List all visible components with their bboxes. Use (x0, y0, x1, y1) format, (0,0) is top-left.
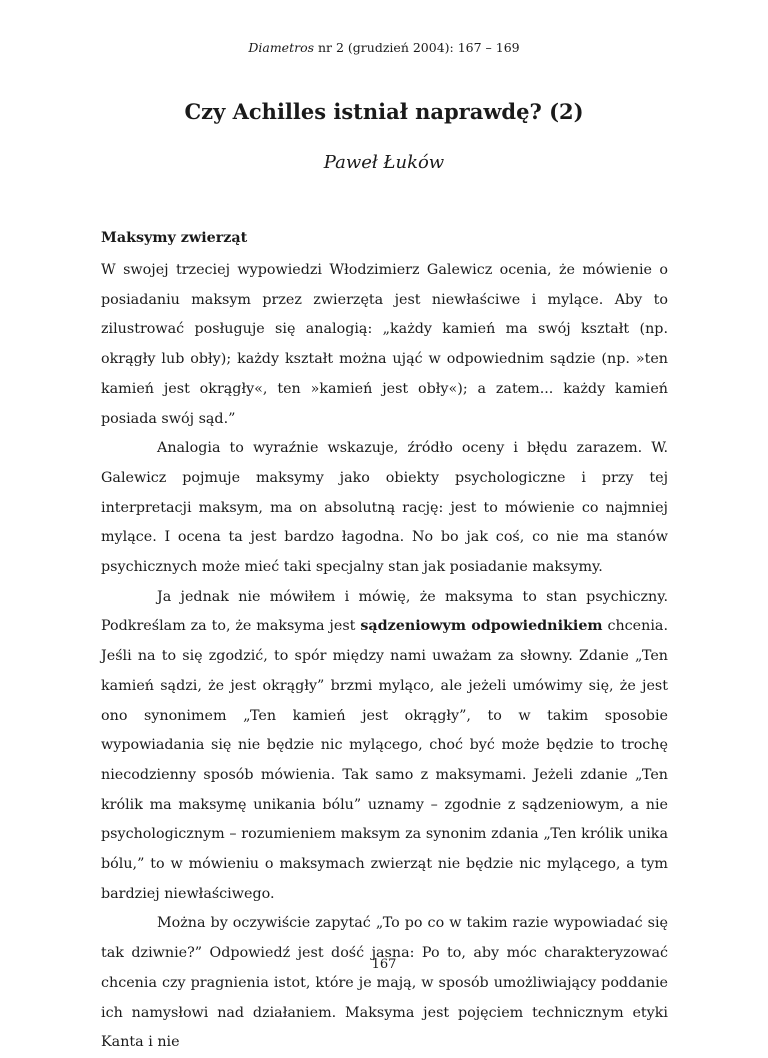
article-body (101, 225, 668, 1058)
journal-name: Diametros (248, 40, 315, 55)
page-number: 167 (371, 957, 397, 972)
emphasized-term: sądzeniowym odpowiednikiem (360, 618, 603, 635)
paragraph: Analogia to wyraźnie wskazuje, źródło oceny i błędu zarazem. W. Galewicz pojmuje maksymy jako obiekty psychologiczne i przy tej interpretacji maksym, ma on absolutną rację: jest to mówienie co najmniej mylące. I ocena ta jest bardzo łagodna. No bo jak coś, co nie ma stanów psychicznych może mieć taki specjalny stan jak posiadanie maksymy. (101, 440, 668, 576)
paragraph-text: chcenia. Jeśli na to się zgodzić, to spór między nami uważam za słowny. Zdanie „Ten kamień sądzi, że jest okrągły” brzmi myląco, ale jeżeli umówimy się, że jest ono synonimem „Ten kamień jest okrągły”, to w takim sposobie wypowiadania się nie będzie nic mylącego, choć być może będzie to trochę niecodzienny sposób mówienia. Tak samo z maksymami. Jeżeli zdanie „Ten królik ma maksymę unikania bólu” uznamy – zgodnie z sądzeniowym, a nie psychologicznym – rozumieniem maksym za synonim zdania „Ten królik unika bólu,” to w mówieniu o maksymach zwierząt nie będzie nic mylącego, a tym bardziej niewłaściwego. (101, 618, 668, 902)
paragraph: W swojej trzeciej wypowiedzi Włodzimierz Galewicz ocenia, że mówienie o posiadaniu maksym przez zwierzęta jest niewłaściwe i mylące. Aby to zilustrować posługuje się analogią: „każdy kamień ma swój kształt (np. okrągły lub obły); każdy kształt można ująć w odpowiednim sądzie (np. »ten kamień jest okrągły«, ten »kamień jest obły«); a zatem... każdy kamień posiada swój sąd.” (101, 262, 668, 427)
article-author: Paweł Łuków (323, 152, 445, 173)
article-title: Czy Achilles istniał naprawdę? (2) (184, 99, 584, 124)
running-header (0, 40, 768, 55)
section-heading: Maksymy zwierząt (101, 230, 248, 246)
paragraph (101, 583, 668, 910)
paragraph: Można by oczywiście zapytać „To po co w takim razie wypowiadać się tak dziwnie?” Odpowiedź jest dość jasna: Po to, aby móc charakteryzować chcenia czy pragnienia istot, które je mają, w sposób umożliwiający poddanie ich namysłowi nad działaniem. Maksyma jest pojęciem technicznym etyki Kanta i nie (101, 915, 668, 1051)
paragraph-text: Ja jednak nie mówiłem i mówię, że maksyma to stan psychiczny. Podkreślam za to, że maksyma jest (101, 588, 668, 635)
issue-citation: nr 2 (grudzień 2004): 167 – 169 (314, 40, 520, 55)
